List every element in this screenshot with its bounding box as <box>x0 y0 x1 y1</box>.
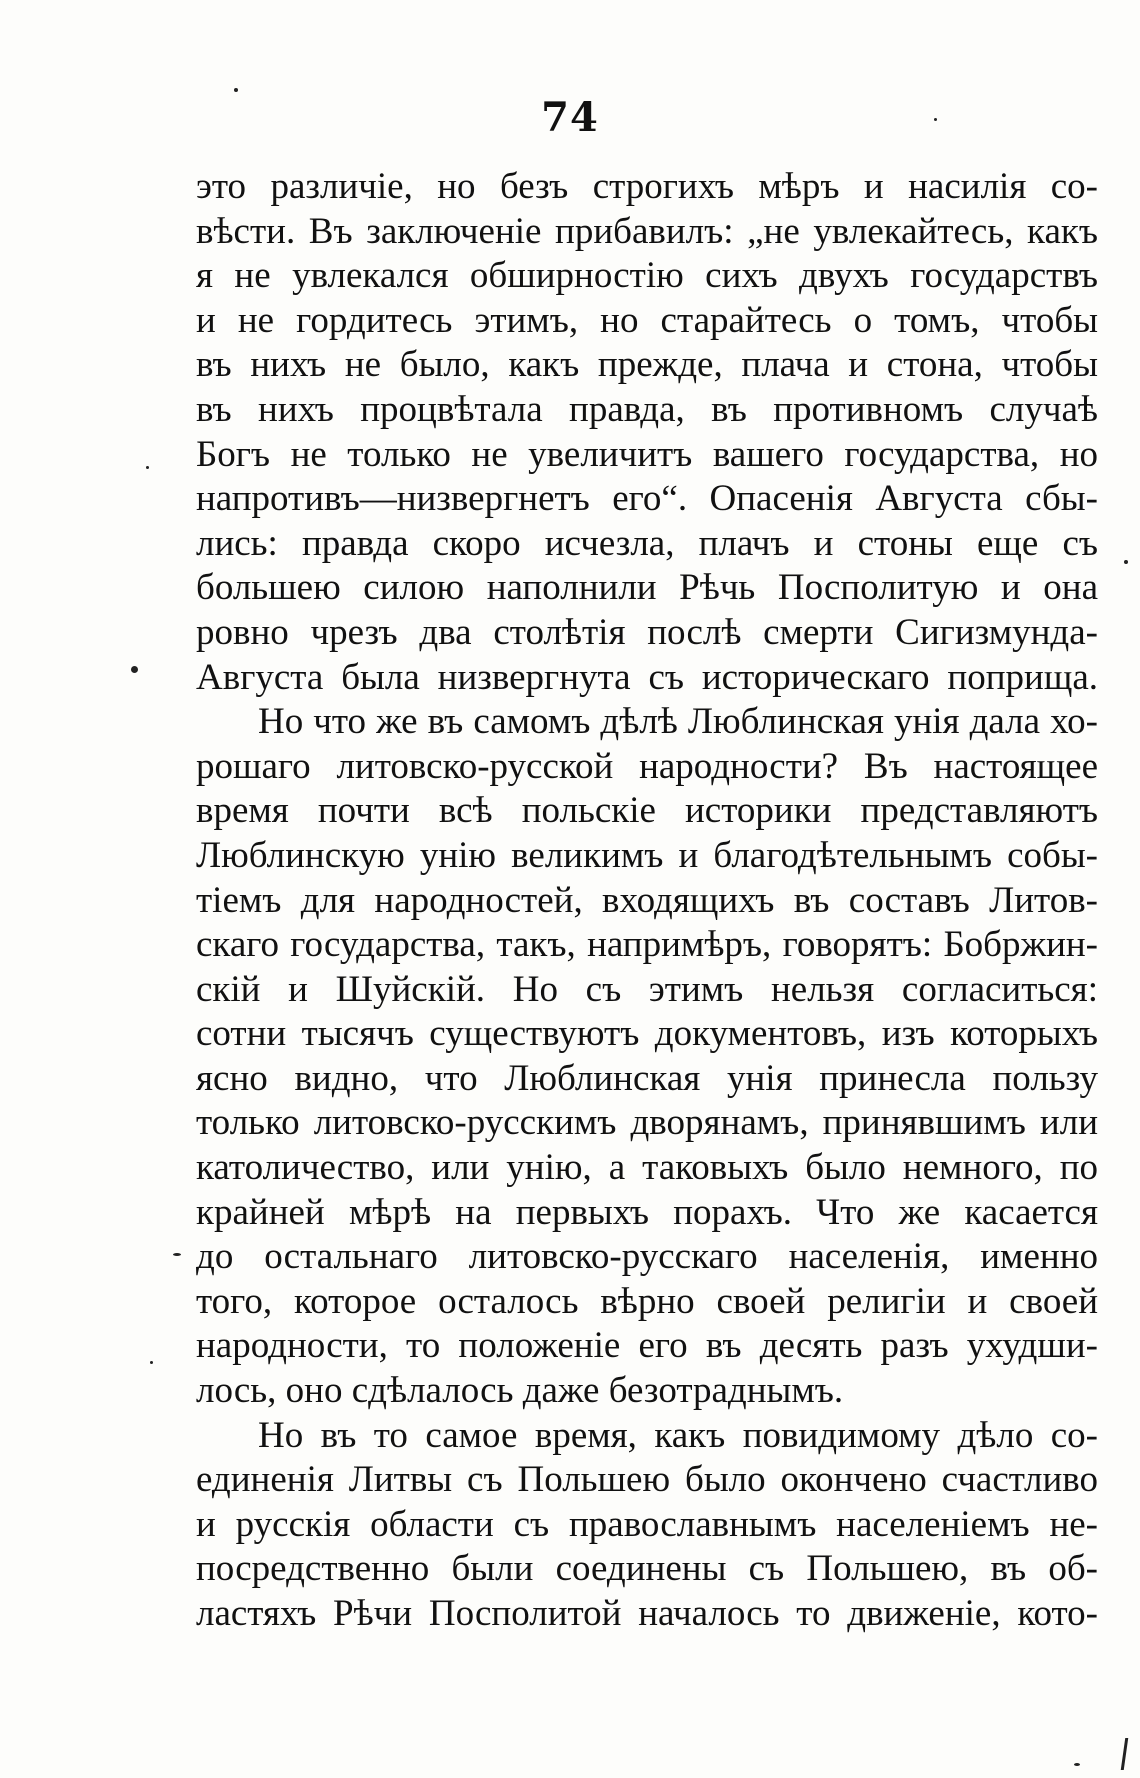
scan-speck <box>1124 560 1128 564</box>
text-line: ластяхъ Рѣчи Посполитой началось то движеніе, кото- <box>196 1593 1098 1634</box>
paragraph-start-line: Но въ то самое время, какъ повидимому дѣло со- <box>258 1414 1098 1456</box>
text-line: ясно видно, что Люблинская унія принесла пользу <box>196 1057 1098 1099</box>
scan-speck <box>234 88 238 92</box>
text-line: время почти всѣ польскіе историки представляютъ <box>196 790 1098 832</box>
text-line: крайней мѣрѣ на первыхъ порахъ. Что же касается <box>196 1191 1098 1233</box>
text-line: посредственно были соединены съ Польшею, въ об- <box>196 1548 1098 1590</box>
text-line: только литовско-русскимъ дворянамъ, принявшимъ или <box>196 1102 1098 1144</box>
scan-speck <box>150 1361 153 1364</box>
text-line: большею силою наполнили Рѣчь Посполитую и она <box>196 567 1098 609</box>
text-line: я не увлекался обширностію сихъ двухъ государствъ <box>196 255 1098 297</box>
text-line: скаго государства, такъ, напримѣръ, говорятъ: Бобржин- <box>196 924 1098 966</box>
text-line: рошаго литовско-русской народности? Въ настоящее <box>196 745 1098 787</box>
text-line: тіемъ для народностей, входящихъ въ составъ Литов- <box>196 879 1098 921</box>
text-line: Богъ не только не увеличитъ вашего государства, но <box>196 433 1098 475</box>
text-line: Люблинскую унію великимъ и благодѣтельнымъ собы- <box>196 834 1098 876</box>
scan-speck <box>1074 1763 1080 1766</box>
text-line: это различіе, но безъ строгихъ мѣръ и насилія со- <box>196 166 1098 207</box>
text-line: въ нихъ процвѣтала правда, въ противномъ случаѣ <box>196 388 1098 430</box>
text-line: ровно чрезъ два столѣтія послѣ смерти Сигизмунда- <box>196 611 1098 653</box>
text-line: сотни тысячъ существуютъ документовъ, изъ которыхъ <box>196 1013 1098 1055</box>
text-line: единенія Литвы съ Польшею было окончено счастливо <box>196 1459 1098 1501</box>
scan-speck <box>131 666 138 673</box>
text-line: до остальнаго литовско-русскаго населенія, именно <box>196 1236 1098 1278</box>
text-line: въ нихъ не было, какъ прежде, плача и стона, чтобы <box>196 344 1098 386</box>
body-text <box>196 165 1098 1637</box>
paragraph-start-line: Но что же въ самомъ дѣлѣ Люблинская унія дала хо- <box>258 701 1098 743</box>
scan-edge-mark <box>1095 1738 1128 1770</box>
text-line: Августа была низвергнута съ историческаго поприща. <box>196 656 1098 698</box>
text-line: того, которое осталось вѣрно своей религіи и своей <box>196 1280 1098 1322</box>
text-line: скій и Шуйскій. Но съ этимъ нельзя согласиться: <box>196 968 1098 1010</box>
text-line: народности, то положеніе его въ десять разъ ухудши- <box>196 1325 1098 1367</box>
page-number: 74 <box>541 94 599 141</box>
scan-speck <box>146 466 149 469</box>
text-line: вѣсти. Въ заключеніе прибавилъ: „не увлекайтесь, какъ <box>196 210 1098 252</box>
scan-speck <box>173 1253 181 1256</box>
text-line: католичество, или унію, а таковыхъ было немного, по <box>196 1147 1098 1189</box>
text-line: напротивъ—низвергнетъ его“. Опасенія Августа сбы- <box>196 478 1098 520</box>
text-line: и русскія области съ православнымъ населеніемъ не- <box>196 1503 1098 1545</box>
scan-speck <box>934 118 937 121</box>
paragraph-end-line: лось, оно сдѣлалось даже безотраднымъ. <box>196 1370 844 1412</box>
text-line: лись: правда скоро исчезла, плачъ и стоны еще съ <box>196 522 1098 564</box>
text-line: и не гордитесь этимъ, но старайтесь о томъ, чтобы <box>196 299 1098 341</box>
